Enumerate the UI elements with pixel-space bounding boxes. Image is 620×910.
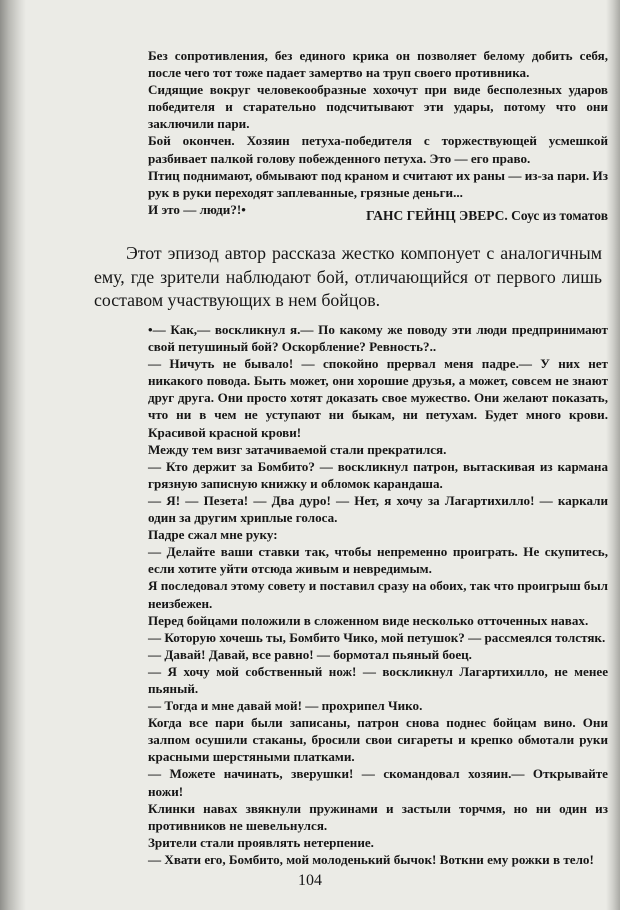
epigraph-paragraph: Сидящие вокруг человекообразные хохочут при виде бесполезных ударов победителя и старательно подсчитывают эти удары, потому что они заключили пари. bbox=[148, 82, 608, 132]
epigraph-paragraph: И это — люди?!• bbox=[148, 201, 246, 217]
quote-paragraph: Перед бойцами положили в сложенном виде несколько отточенных навах. bbox=[148, 612, 589, 628]
quote-block bbox=[148, 321, 608, 868]
quote-paragraph: •— Как,— воскликнул я.— По какому же поводу эти люди предпринимают свой петушиный бой? Оскорбление? Ревность?.. bbox=[148, 322, 608, 355]
quote-paragraph: Между тем визг затачиваемой стали прекратился. bbox=[148, 441, 447, 457]
quote-paragraph: Зрители стали проявлять нетерпение. bbox=[148, 834, 374, 850]
quote-paragraph: — Хвати его, Бомбито, мой молоденький бычок! Воткни ему рожки в тело! bbox=[148, 851, 594, 867]
epigraph-attribution: ГАНС ГЕЙНЦ ЭВЕРС. Соус из томатов bbox=[366, 208, 608, 223]
quote-paragraph: — Давай! Давай, все равно! — бормотал пьяный боец. bbox=[148, 646, 472, 662]
quote-paragraph: Падре сжал мне руку: bbox=[148, 527, 278, 543]
epigraph-paragraph: Бой окончен. Хозяин петуха-победителя с торжествующей усмешкой разбивает палкой голову побежденного петуха. Это — его право. bbox=[148, 133, 608, 166]
page-number: 104 bbox=[298, 872, 322, 889]
quote-paragraph: — Которую хочешь ты, Бомбито Чико, мой петушок? — рассмеялся толстяк. bbox=[148, 629, 606, 645]
intro-paragraph-block bbox=[94, 242, 602, 313]
page-edge-shadow bbox=[606, 0, 620, 910]
intro-paragraph: Этот эпизод автор рассказа жестко компонует с аналогичным ему, где зрители наблюдают бой, отличающийся от первого лишь составом участвующих в нем бойцов. bbox=[94, 243, 602, 310]
quote-paragraph: — Ничуть не бывало! — спокойно прервал меня падре.— У них нет никакого повода. Быть может, они хорошие друзья, а может, совсем не знают друг друга. Они просто хотят доказать свое мужество. Они желают показать, что ни в чем не уступают ни быкам, ни петухам. Будет много крови. Красивой красной крови! bbox=[148, 356, 608, 440]
quote-paragraph: Клинки навах звякнули пружинами и застыли торчмя, но ни один из противников не шевельнулся. bbox=[148, 800, 608, 833]
epigraph-block bbox=[148, 47, 608, 218]
quote-paragraph: — Я хочу мой собственный нож! — воскликнул Лагартихилло, не менее пьяный. bbox=[148, 663, 608, 696]
quote-paragraph: — Тогда и мне давай мой! — прохрипел Чико. bbox=[148, 698, 423, 714]
quote-paragraph: Когда все пари были записаны, патрон снова поднес бойцам вино. Они залпом осушили стаканы, бросили свои сигареты и крепко обмотали руки красными шерстяными платками. bbox=[148, 715, 608, 765]
page-binding-shadow bbox=[0, 0, 26, 910]
epigraph-paragraph: Без сопротивления, без единого крика он позволяет белому добить себя, после чего тот тоже падает замертво на труп своего противника. bbox=[148, 48, 608, 81]
quote-paragraph: — Делайте ваши ставки так, чтобы непременно проиграть. Не скупитесь, если хотите уйти отсюда живым и невредимым. bbox=[148, 544, 608, 577]
quote-paragraph: — Кто держит за Бомбито? — воскликнул патрон, вытаскивая из кармана грязную записную книжку и обломок карандаша. bbox=[148, 458, 608, 491]
quote-paragraph: — Я! — Пезета! — Два дуро! — Нет, я хочу за Лагартихилло! — каркали один за другим хриплые голоса. bbox=[148, 492, 608, 526]
quote-paragraph: — Можете начинать, зверушки! — скомандовал хозяин.— Открывайте ножи! bbox=[148, 766, 608, 799]
quote-paragraph: Я последовал этому совету и поставил сразу на обоих, так что проигрыш был неизбежен. bbox=[148, 578, 609, 611]
epigraph-paragraph: Птиц поднимают, обмывают под краном и считают их раны — из-за пари. Из рук в руки переходят заплеванные, грязные деньги... bbox=[148, 167, 608, 200]
